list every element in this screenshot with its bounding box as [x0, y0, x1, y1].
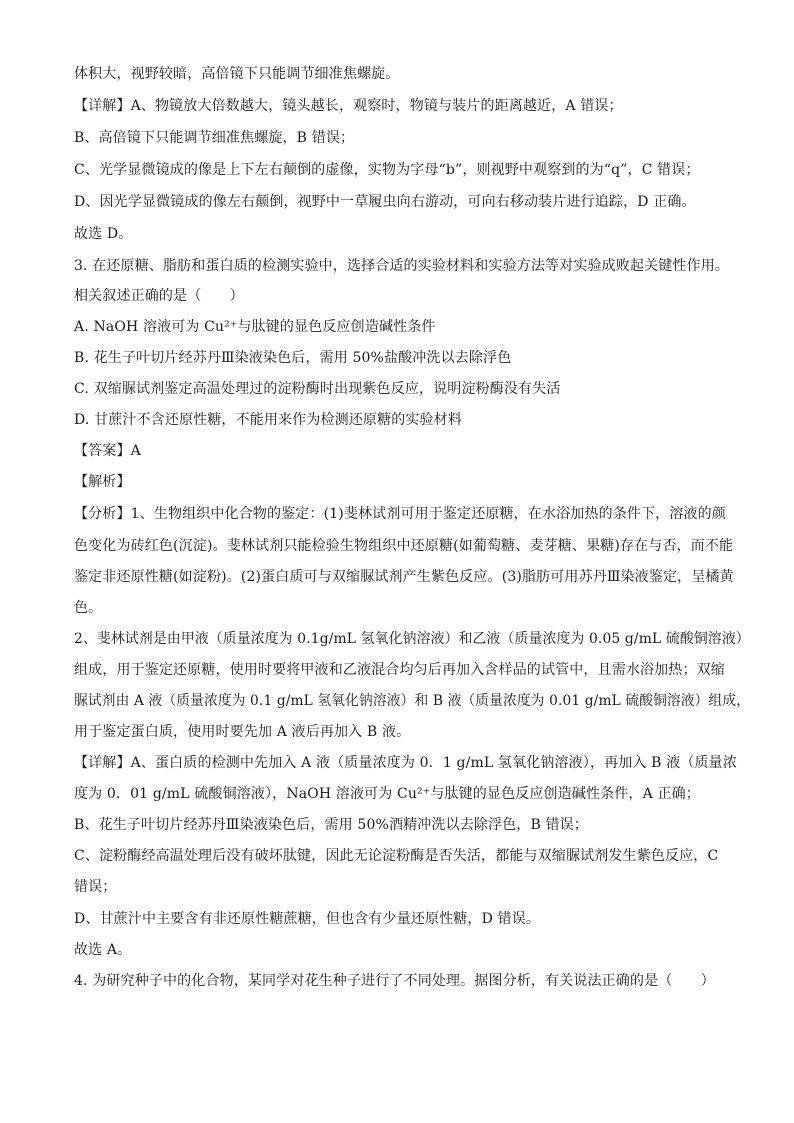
text-line: 脲试剂由 A 液（质量浓度为 0.1 g/mL 氢氧化钠溶液）和 B 液（质量浓度为 0.01 g/mL 硫酸铜溶液）组成， [74, 693, 751, 709]
option-a: A. NaOH 溶液可为 Cu²⁺与肽键的显色反应创造碱性条件 [74, 319, 436, 335]
text-line: 色变化为砖红色(沉淀)。斐林试剂只能检验生物组织中还原糖(如葡萄糖、麦芽糖、果糖)存在与否，而不能 [74, 538, 734, 554]
text-line: 色。 [74, 600, 103, 616]
text-line: C、淀粉酶经高温处理后没有破坏肽键，因此无论淀粉酶是否失活，都能与双缩脲试剂发生紫色反应，C [74, 848, 719, 864]
text-line: D、甘蔗汁中主要含有非还原性糖蔗糖，但也含有少量还原性糖，D 错误。 [74, 911, 540, 927]
question-4-stem: 4. 为研究种子中的化合物，某同学对花生种子进行了不同处理。据图分析，有关说法正确的是（ ） [74, 973, 715, 989]
text-line: 【详解】A、蛋白质的检测中先加入 A 液（质量浓度为 0．1 g/mL 氢氧化钠溶液），再加入 B 液（质量浓 [74, 755, 737, 771]
text-line: 2、斐林试剂是由甲液（质量浓度为 0.1g/mL 氢氧化钠溶液）和乙液（质量浓度为 0.05 g/mL 硫酸铜溶液） [74, 631, 750, 647]
text-line: 鉴定非还原性糖(如淀粉)。(2)蛋白质可与双缩脲试剂产生紫色反应。(3)脂肪可用苏丹Ⅲ染液鉴定，呈橘黄 [74, 569, 734, 585]
analysis-label: 【解析】 [74, 474, 131, 490]
text-line: 度为 0．01 g/mL 硫酸铜溶液），NaOH 溶液可为 Cu²⁺与肽键的显色反应创造碱性条件，A 正确； [74, 786, 700, 802]
question-3-stem: 3. 在还原糖、脂肪和蛋白质的检测实验中，选择合适的实验材料和实验方法等对实验成败起关键性作用。 [74, 258, 730, 274]
text-line: 组成，用于鉴定还原糖，使用时要将甲液和乙液混合均匀后再加入含样品的试管中，且需水浴加热；双缩 [74, 662, 725, 678]
text-line: 用于鉴定蛋白质，使用时要先加 A 液后再加入 B 液。 [74, 724, 411, 740]
text-line: 【分析】1、生物组织中化合物的鉴定：(1)斐林试剂可用于鉴定还原糖，在水浴加热的条件下，溶液的颜 [74, 506, 726, 522]
text-line: 故选 A。 [74, 942, 132, 958]
option-d: D. 甘蔗汁不含还原性糖，不能用来作为检测还原糖的实验材料 [74, 412, 462, 428]
text-line: 故选 D。 [74, 226, 133, 242]
text-line: C、光学显微镜成的像是上下左右颠倒的虚像，实物为字母“b”，则视野中观察到的为“q”，C 错误； [74, 162, 700, 178]
text-line: 体积大，视野较暗，高倍镜下只能调节细准焦螺旋。 [74, 66, 400, 82]
text-line: B、高倍镜下只能调节细准焦螺旋，B 错误； [74, 130, 355, 146]
text-line: D、因光学显微镜成的像左右颠倒，视野中一草履虫向右游动，可向右移动装片进行追踪，D 正确。 [74, 194, 696, 210]
option-c: C. 双缩脲试剂鉴定高温处理过的淀粉酶时出现紫色反应，说明淀粉酶没有失活 [74, 381, 561, 397]
option-b: B. 花生子叶切片经苏丹Ⅲ染液染色后，需用 50%盐酸冲洗以去除浮色 [74, 350, 512, 366]
question-3-stem: 相关叙述正确的是（ ） [74, 288, 244, 304]
text-line: 【详解】A、物镜放大倍数越大，镜头越长，观察时，物镜与装片的距离越近，A 错误； [74, 98, 623, 114]
answer-label: 【答案】A [74, 443, 141, 459]
text-line: B、花生子叶切片经苏丹Ⅲ染液染色后，需用 50%酒精冲洗以去除浮色，B 错误； [74, 817, 588, 833]
text-line: 错误； [74, 879, 117, 895]
